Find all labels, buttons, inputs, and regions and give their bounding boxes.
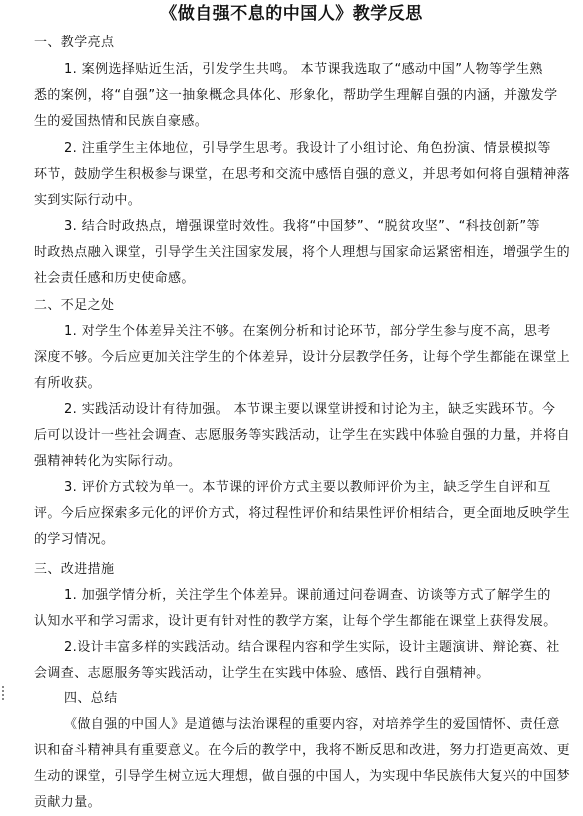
section-heading: 三、改进措施 bbox=[34, 562, 115, 577]
paragraph-line: 社会责任感和历史使命感。 bbox=[34, 271, 195, 286]
paragraph-line: 生的爱国热情和民族自豪感。 bbox=[34, 114, 209, 129]
section-heading: 四、总结 bbox=[64, 691, 118, 706]
paragraph-line: 会调查、志愿服务等实践活动，让学生在实践中体验、感悟、践行自强精神。 bbox=[34, 666, 490, 681]
paragraph-line: 2.设计丰富多样的实践活动。结合课程内容和学生实际，设计主题演讲、辩论赛、社 bbox=[64, 640, 560, 655]
paragraph-line: 环节，鼓励学生积极参与课堂，在思考和交流中感悟自强的意义，并思考如何将自强精神落 bbox=[34, 167, 571, 182]
section-heading: 一、教学亮点 bbox=[34, 35, 115, 50]
paragraph-line: 3. 结合时政热点，增强课堂时效性。我将“中国梦”、“脱贫攻坚”、“科技创新”等 bbox=[64, 219, 540, 234]
section-heading: 二、不足之处 bbox=[34, 298, 115, 313]
margin-handle bbox=[1, 686, 5, 702]
paragraph-line: 1. 案例选择贴近生活，引发学生共鸣。 本节课我选取了“感动中国”人物等学生熟 bbox=[64, 62, 543, 77]
paragraph-line: 生动的课堂，引导学生树立远大理想，做自强的中国人，为实现中华民族伟大复兴的中国梦 bbox=[34, 769, 571, 784]
paragraph-line: 的学习情况。 bbox=[34, 532, 115, 547]
paragraph-line: 1. 对学生个体差异关注不够。在案例分析和讨论环节，部分学生参与度不高，思考 bbox=[64, 324, 551, 339]
paragraph-line: 悉的案例，将“自强”这一抽象概念具体化、形象化，帮助学生理解自强的内涵，并激发学 bbox=[34, 88, 558, 103]
paragraph-line: 深度不够。今后应更加关注学生的个体差异，设计分层教学任务，让每个学生都能在课堂上 bbox=[34, 350, 571, 365]
paragraph-line: 2. 实践活动设计有待加强。 本节课主要以课堂讲授和讨论为主，缺乏实践环节。今 bbox=[64, 402, 556, 417]
paragraph-line: 有所收获。 bbox=[34, 376, 102, 391]
paragraph-line: 实到实际行动中。 bbox=[34, 193, 142, 208]
document-title: 《做自强不息的中国人》教学反思 bbox=[160, 4, 423, 24]
paragraph-line: 后可以设计一些社会调查、志愿服务等实践活动，让学生在实践中体验自强的力量，并将自 bbox=[34, 428, 571, 443]
paragraph-line: 贡献力量。 bbox=[34, 795, 102, 810]
paragraph-line: 《做自强的中国人》是道德与法治课程的重要内容，对培养学生的爱国情怀、责任意 bbox=[64, 717, 560, 732]
paragraph-line: 1. 加强学情分析，关注学生个体差异。课前通过问卷调查、访谈等方式了解学生的 bbox=[64, 588, 551, 603]
paragraph-line: 评。今后应探索多元化的评价方式，将过程性评价和结果性评价相结合，更全面地反映学生 bbox=[34, 506, 571, 521]
paragraph-line: 时政热点融入课堂，引导学生关注国家发展，将个人理想与国家命运紧密相连，增强学生的 bbox=[34, 245, 571, 260]
paragraph-line: 识和奋斗精神具有重要意义。在今后的教学中，我将不断反思和改进，努力打造更高效、更 bbox=[34, 743, 571, 758]
paragraph-line: 认知水平和学习需求，设计更有针对性的教学方案，让每个学生都能在课堂上获得发展。 bbox=[34, 614, 557, 629]
paragraph-line: 3. 评价方式较为单一。本节课的评价方式主要以教师评价为主，缺乏学生自评和互 bbox=[64, 480, 551, 495]
paragraph-line: 2. 注重学生主体地位，引导学生思考。我设计了小组讨论、角色扮演、情景模拟等 bbox=[64, 141, 551, 156]
paragraph-line: 强精神转化为实际行动。 bbox=[34, 454, 182, 469]
